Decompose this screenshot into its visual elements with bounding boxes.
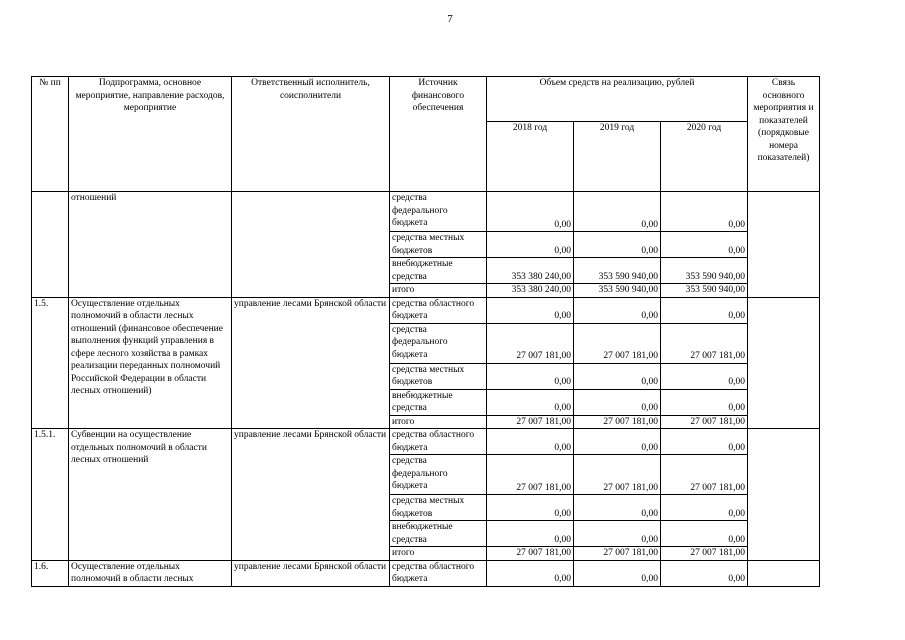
cell-2019: 0,00 xyxy=(574,521,661,547)
row-source-total: итого xyxy=(390,547,487,561)
cell-2018: 0,00 xyxy=(487,429,574,455)
cell-2018: 0,00 xyxy=(487,521,574,547)
cell-2020: 27 007 181,00 xyxy=(661,323,748,363)
cell-2018: 353 380 240,00 xyxy=(487,258,574,284)
row-executor xyxy=(232,192,390,298)
cell-2020: 353 590 940,00 xyxy=(661,258,748,284)
row-source: средства областного бюджета xyxy=(390,429,487,455)
col-header-num: № пп xyxy=(32,77,69,192)
row-source-total: итого xyxy=(390,284,487,298)
cell-2019: 27 007 181,00 xyxy=(574,415,661,429)
cell-2019: 0,00 xyxy=(574,495,661,521)
cell-2020: 0,00 xyxy=(661,232,748,258)
cell-2018: 0,00 xyxy=(487,495,574,521)
cell-2020: 353 590 940,00 xyxy=(661,284,748,298)
row-source: средства областного бюджета xyxy=(390,560,487,586)
cell-2019: 0,00 xyxy=(574,560,661,586)
cell-2020: 0,00 xyxy=(661,297,748,323)
row-link xyxy=(748,192,820,298)
cell-2019: 27 007 181,00 xyxy=(574,323,661,363)
row-link xyxy=(748,297,820,429)
budget-table xyxy=(31,76,820,587)
row-source: внебюджетные средства xyxy=(390,521,487,547)
row-subprogram: Осуществление отдельных полномочий в области лесных отношений (финансовое обеспечение выполнения функций управления в сфере лесного хозяйства в рамках реализации переданных полномочий Российской Федерации в области лесных отношений) xyxy=(69,297,232,429)
cell-2020: 27 007 181,00 xyxy=(661,415,748,429)
cell-2018: 27 007 181,00 xyxy=(487,323,574,363)
row-source-total: итого xyxy=(390,415,487,429)
row-num: 1.5.1. xyxy=(32,429,69,561)
page-number: 7 xyxy=(447,13,453,25)
table-row xyxy=(32,560,820,586)
row-num: 1.5. xyxy=(32,297,69,429)
cell-2019: 0,00 xyxy=(574,297,661,323)
row-subprogram: отношений xyxy=(69,192,232,298)
row-source: внебюджетные средства xyxy=(390,258,487,284)
row-source: средства местных бюджетов xyxy=(390,232,487,258)
cell-2019: 0,00 xyxy=(574,192,661,232)
cell-2019: 27 007 181,00 xyxy=(574,547,661,561)
col-header-source: Источник финансового обеспечения xyxy=(390,77,487,192)
row-source: внебюджетные средства xyxy=(390,389,487,415)
cell-2018: 0,00 xyxy=(487,297,574,323)
table-row xyxy=(32,297,820,323)
cell-2018: 27 007 181,00 xyxy=(487,415,574,429)
cell-2018: 0,00 xyxy=(487,560,574,586)
row-subprogram: Осуществление отдельных полномочий в области лесных xyxy=(69,560,232,586)
cell-2019: 0,00 xyxy=(574,389,661,415)
cell-2020: 0,00 xyxy=(661,560,748,586)
cell-2018: 27 007 181,00 xyxy=(487,455,574,495)
cell-2018: 353 380 240,00 xyxy=(487,284,574,298)
cell-2020: 27 007 181,00 xyxy=(661,455,748,495)
cell-2018: 0,00 xyxy=(487,232,574,258)
cell-2020: 0,00 xyxy=(661,495,748,521)
row-executor: управление лесами Брянской области xyxy=(232,297,390,429)
table-row xyxy=(32,192,820,232)
col-header-year-2020: 2020 год xyxy=(661,122,748,192)
cell-2018: 0,00 xyxy=(487,389,574,415)
row-subprogram: Субвенции на осуществление отдельных полномочий в области лесных отношений xyxy=(69,429,232,561)
col-header-year-2019: 2019 год xyxy=(574,122,661,192)
col-header-volume: Объем средств на реализацию, рублей xyxy=(487,77,748,122)
header-row xyxy=(32,77,820,122)
col-header-year-2018: 2018 год xyxy=(487,122,574,192)
cell-2019: 27 007 181,00 xyxy=(574,455,661,495)
cell-2019: 0,00 xyxy=(574,232,661,258)
cell-2020: 0,00 xyxy=(661,192,748,232)
cell-2018: 0,00 xyxy=(487,192,574,232)
cell-2018: 0,00 xyxy=(487,363,574,389)
cell-2019: 0,00 xyxy=(574,363,661,389)
cell-2019: 0,00 xyxy=(574,429,661,455)
row-source: средства областного бюджета xyxy=(390,297,487,323)
cell-2019: 353 590 940,00 xyxy=(574,258,661,284)
cell-2020: 0,00 xyxy=(661,389,748,415)
cell-2019: 353 590 940,00 xyxy=(574,284,661,298)
cell-2020: 0,00 xyxy=(661,429,748,455)
row-source: средства местных бюджетов xyxy=(390,363,487,389)
row-link xyxy=(748,429,820,561)
row-source: средства местных бюджетов xyxy=(390,495,487,521)
cell-2018: 27 007 181,00 xyxy=(487,547,574,561)
row-executor: управление лесами Брянской области xyxy=(232,429,390,561)
row-link xyxy=(748,560,820,586)
row-source: средства федерального бюджета xyxy=(390,323,487,363)
col-header-link: Связь основного мероприятия и показателей (порядковые номера показателей) xyxy=(748,77,820,192)
row-executor: управление лесами Брянской области xyxy=(232,560,390,586)
cell-2020: 0,00 xyxy=(661,521,748,547)
row-num: 1.6. xyxy=(32,560,69,586)
row-num xyxy=(32,192,69,298)
table-row xyxy=(32,429,820,455)
col-header-subprogram: Подпрограмма, основное мероприятие, направление расходов, мероприятие xyxy=(69,77,232,192)
row-source: средства федерального бюджета xyxy=(390,192,487,232)
cell-2020: 0,00 xyxy=(661,363,748,389)
col-header-executor: Ответственный исполнитель, соисполнители xyxy=(232,77,390,192)
row-source: средства федерального бюджета xyxy=(390,455,487,495)
cell-2020: 27 007 181,00 xyxy=(661,547,748,561)
